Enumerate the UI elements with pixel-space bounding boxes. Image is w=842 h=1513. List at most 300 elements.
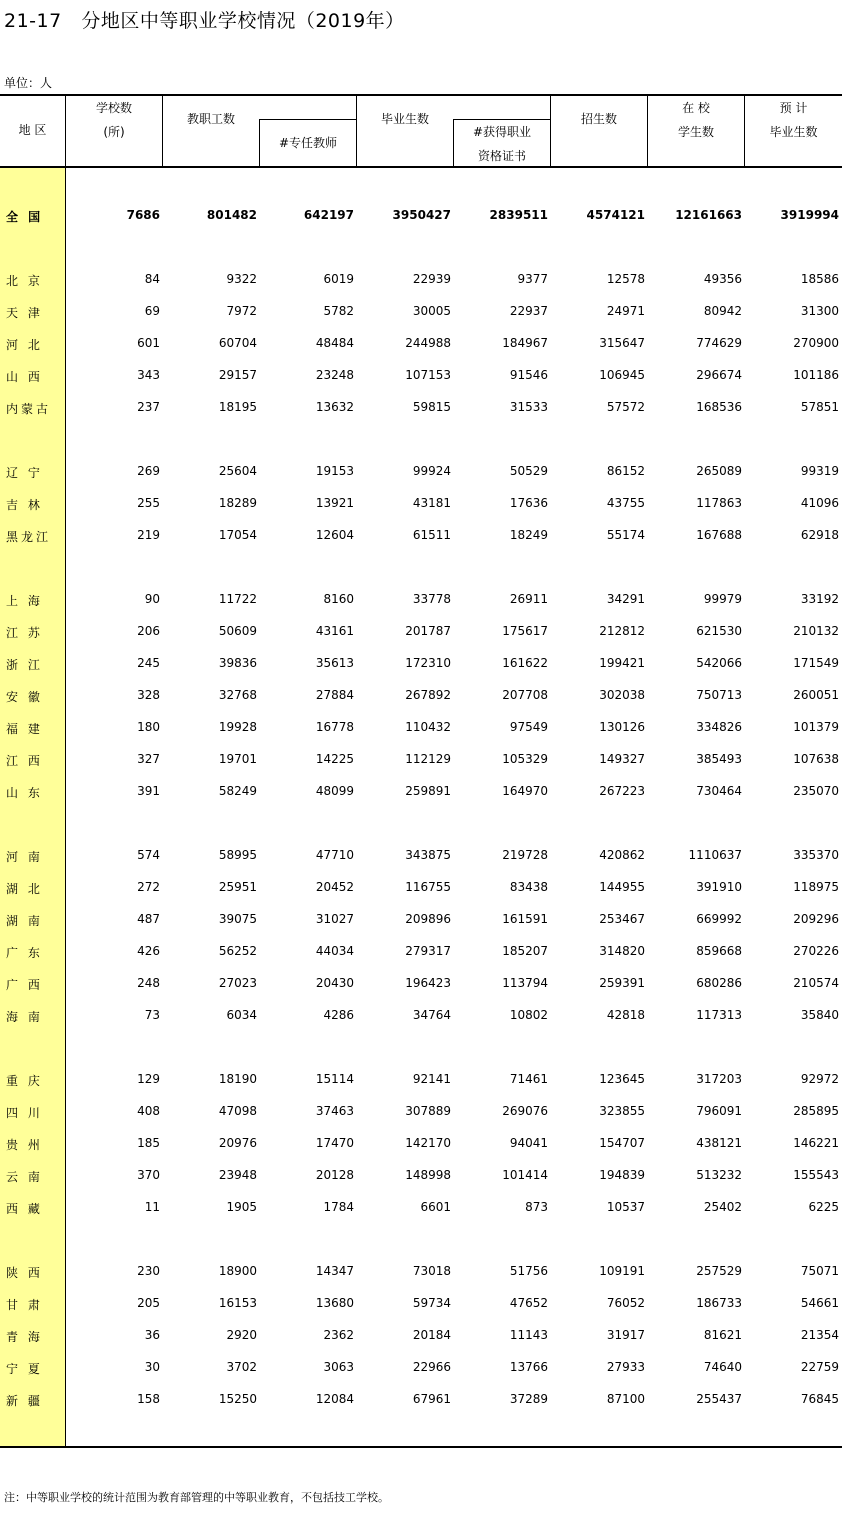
value-cell: 50609 (218, 624, 257, 638)
region-name: 甘 肃 (6, 1298, 43, 1312)
table-row (0, 622, 842, 642)
value-cell: 22937 (509, 304, 548, 318)
value-cell: 144955 (599, 880, 645, 894)
value-cell: 58249 (218, 784, 257, 798)
region-name: 浙 江 (6, 658, 43, 672)
value-cell: 267223 (599, 784, 645, 798)
region-name: 湖 北 (6, 882, 43, 896)
value-cell: 90 (144, 592, 160, 606)
value-cell: 296674 (696, 368, 742, 382)
value-cell: 315647 (599, 336, 645, 350)
value-cell: 438121 (696, 1136, 742, 1150)
value-cell: 270900 (793, 336, 839, 350)
value-cell: 12578 (606, 272, 645, 286)
value-cell: 20430 (315, 976, 354, 990)
value-cell: 107153 (405, 368, 451, 382)
value-cell: 335370 (793, 848, 839, 862)
value-cell: 237 (137, 400, 160, 414)
table-row (0, 1294, 842, 1314)
region-name: 河 南 (6, 850, 43, 864)
value-cell: 25951 (218, 880, 257, 894)
value-cell: 210132 (793, 624, 839, 638)
table-row (0, 846, 842, 866)
value-cell: 14347 (315, 1264, 354, 1278)
value-cell: 101186 (793, 368, 839, 382)
value-cell: 54661 (800, 1296, 839, 1310)
value-cell: 180 (137, 720, 160, 734)
value-cell: 34764 (412, 1008, 451, 1022)
unit-label: 单位：人 (4, 76, 53, 90)
value-cell: 207708 (502, 688, 548, 702)
value-cell: 17636 (509, 496, 548, 510)
value-cell: 48484 (315, 336, 354, 350)
value-cell: 20128 (315, 1168, 354, 1182)
region-name: 广 东 (6, 946, 43, 960)
value-cell: 99924 (412, 464, 451, 478)
value-cell: 164970 (502, 784, 548, 798)
value-cell: 49356 (703, 272, 742, 286)
value-cell: 269 (137, 464, 160, 478)
table-row (0, 718, 842, 738)
value-cell: 219728 (502, 848, 548, 862)
total-row (0, 206, 842, 226)
table-row (0, 462, 842, 482)
value-cell: 370 (137, 1168, 160, 1182)
value-cell: 155543 (793, 1168, 839, 1182)
value-cell: 3063 (323, 1360, 354, 1374)
value-cell: 15114 (315, 1072, 354, 1086)
header-certified: #获得职业 (472, 125, 532, 139)
region-name: 新 疆 (6, 1394, 43, 1408)
value-cell: 92141 (412, 1072, 451, 1086)
value-cell: 18900 (218, 1264, 257, 1278)
region-name: 北 京 (6, 274, 43, 288)
value-cell: 255 (137, 496, 160, 510)
value-cell: 542066 (696, 656, 742, 670)
value-cell: 9377 (517, 272, 548, 286)
value-cell: 30005 (412, 304, 451, 318)
value-cell: 109191 (599, 1264, 645, 1278)
value-cell: 3919994 (780, 208, 839, 222)
value-cell: 35613 (315, 656, 354, 670)
value-cell: 76052 (606, 1296, 645, 1310)
table-row (0, 1006, 842, 1026)
value-cell: 201787 (405, 624, 451, 638)
value-cell: 391 (137, 784, 160, 798)
value-cell: 1784 (323, 1200, 354, 1214)
table-row (0, 1166, 842, 1186)
value-cell: 10802 (509, 1008, 548, 1022)
region-name: 云 南 (6, 1170, 43, 1184)
value-cell: 107638 (793, 752, 839, 766)
value-cell: 112129 (405, 752, 451, 766)
value-cell: 17470 (315, 1136, 354, 1150)
value-cell: 774629 (696, 336, 742, 350)
value-cell: 39836 (218, 656, 257, 670)
table-row (0, 750, 842, 770)
value-cell: 801482 (206, 208, 257, 222)
value-cell: 2920 (226, 1328, 257, 1342)
value-cell: 12084 (315, 1392, 354, 1406)
value-cell: 76845 (800, 1392, 839, 1406)
value-cell: 185207 (502, 944, 548, 958)
table-row (0, 270, 842, 290)
value-cell: 487 (137, 912, 160, 926)
value-cell: 11722 (218, 592, 257, 606)
value-cell: 7686 (126, 208, 160, 222)
region-name: 山 西 (6, 370, 43, 384)
value-cell: 513232 (696, 1168, 742, 1182)
value-cell: 669992 (696, 912, 742, 926)
value-cell: 55174 (606, 528, 645, 542)
table-row (0, 398, 842, 418)
header-enrolled-2: 学生数 (677, 125, 714, 139)
value-cell: 58995 (218, 848, 257, 862)
region-name: 贵 州 (6, 1138, 43, 1152)
value-cell: 1110637 (688, 848, 742, 862)
value-cell: 34291 (606, 592, 645, 606)
value-cell: 10537 (606, 1200, 645, 1214)
value-cell: 118975 (793, 880, 839, 894)
header-schools-unit: (所) (103, 125, 125, 139)
value-cell: 61511 (412, 528, 451, 542)
header-teachers: #专任教师 (278, 136, 338, 150)
value-cell: 408 (137, 1104, 160, 1118)
value-cell: 25604 (218, 464, 257, 478)
value-cell: 57851 (800, 400, 839, 414)
table-row (0, 974, 842, 994)
value-cell: 212812 (599, 624, 645, 638)
header-subrule (259, 119, 356, 120)
value-cell: 210574 (793, 976, 839, 990)
value-cell: 2362 (323, 1328, 354, 1342)
region-name: 重 庆 (6, 1074, 43, 1088)
value-cell: 99979 (703, 592, 742, 606)
region-name: 全 国 (6, 210, 44, 224)
value-cell: 47710 (315, 848, 354, 862)
value-cell: 5782 (323, 304, 354, 318)
value-cell: 86152 (606, 464, 645, 478)
value-cell: 18195 (218, 400, 257, 414)
value-cell: 13766 (509, 1360, 548, 1374)
value-cell: 175617 (502, 624, 548, 638)
value-cell: 51756 (509, 1264, 548, 1278)
value-cell: 12604 (315, 528, 354, 542)
value-cell: 73 (144, 1008, 160, 1022)
value-cell: 206 (137, 624, 160, 638)
value-cell: 161622 (502, 656, 548, 670)
table-bottom-rule (0, 1446, 842, 1448)
value-cell: 317203 (696, 1072, 742, 1086)
header-enrollment: 招生数 (580, 112, 617, 126)
value-cell: 219 (137, 528, 160, 542)
table-row (0, 878, 842, 898)
value-cell: 43181 (412, 496, 451, 510)
region-name: 江 苏 (6, 626, 43, 640)
value-cell: 30 (144, 1360, 160, 1374)
value-cell: 22939 (412, 272, 451, 286)
value-cell: 117313 (696, 1008, 742, 1022)
value-cell: 17054 (218, 528, 257, 542)
table-row (0, 942, 842, 962)
value-cell: 97549 (509, 720, 548, 734)
value-cell: 302038 (599, 688, 645, 702)
table-row (0, 654, 842, 674)
value-cell: 101414 (502, 1168, 548, 1182)
value-cell: 172310 (405, 656, 451, 670)
table-row (0, 1070, 842, 1090)
value-cell: 15250 (218, 1392, 257, 1406)
value-cell: 20976 (218, 1136, 257, 1150)
value-cell: 385493 (696, 752, 742, 766)
table-row (0, 494, 842, 514)
region-name: 青 海 (6, 1330, 43, 1344)
region-name: 湖 南 (6, 914, 43, 928)
value-cell: 113794 (502, 976, 548, 990)
value-cell: 32768 (218, 688, 257, 702)
value-cell: 87100 (606, 1392, 645, 1406)
value-cell: 36 (144, 1328, 160, 1342)
value-cell: 154707 (599, 1136, 645, 1150)
region-divider (65, 96, 66, 1446)
value-cell: 59815 (412, 400, 451, 414)
value-cell: 19701 (218, 752, 257, 766)
value-cell: 270226 (793, 944, 839, 958)
value-cell: 146221 (793, 1136, 839, 1150)
value-cell: 267892 (405, 688, 451, 702)
value-cell: 601 (137, 336, 160, 350)
value-cell: 91546 (509, 368, 548, 382)
value-cell: 29157 (218, 368, 257, 382)
value-cell: 60704 (218, 336, 257, 350)
value-cell: 19928 (218, 720, 257, 734)
value-cell: 185 (137, 1136, 160, 1150)
value-cell: 9322 (226, 272, 257, 286)
value-cell: 47098 (218, 1104, 257, 1118)
value-cell: 39075 (218, 912, 257, 926)
value-cell: 48099 (315, 784, 354, 798)
value-cell: 43755 (606, 496, 645, 510)
value-cell: 168536 (696, 400, 742, 414)
value-cell: 43161 (315, 624, 354, 638)
value-cell: 31917 (606, 1328, 645, 1342)
value-cell: 42818 (606, 1008, 645, 1022)
value-cell: 328 (137, 688, 160, 702)
region-name: 海 南 (6, 1010, 43, 1024)
table-row (0, 686, 842, 706)
region-name: 吉 林 (6, 498, 43, 512)
value-cell: 314820 (599, 944, 645, 958)
value-cell: 44034 (315, 944, 354, 958)
value-cell: 11143 (509, 1328, 548, 1342)
value-cell: 67961 (412, 1392, 451, 1406)
value-cell: 20184 (412, 1328, 451, 1342)
table-row (0, 1326, 842, 1346)
value-cell: 307889 (405, 1104, 451, 1118)
value-cell: 873 (525, 1200, 548, 1214)
value-cell: 84 (144, 272, 160, 286)
value-cell: 6034 (226, 1008, 257, 1022)
value-cell: 149327 (599, 752, 645, 766)
value-cell: 13921 (315, 496, 354, 510)
header-expected: 预 计 (779, 101, 808, 115)
header-certified-2: 资格证书 (477, 149, 526, 163)
value-cell: 2839511 (489, 208, 548, 222)
value-cell: 50529 (509, 464, 548, 478)
value-cell: 16778 (315, 720, 354, 734)
value-cell: 259891 (405, 784, 451, 798)
table-row (0, 1102, 842, 1122)
value-cell: 41096 (800, 496, 839, 510)
value-cell: 259391 (599, 976, 645, 990)
value-cell: 334826 (696, 720, 742, 734)
value-cell: 621530 (696, 624, 742, 638)
value-cell: 244988 (405, 336, 451, 350)
value-cell: 16153 (218, 1296, 257, 1310)
value-cell: 25402 (703, 1200, 742, 1214)
value-cell: 272 (137, 880, 160, 894)
value-cell: 92972 (800, 1072, 839, 1086)
value-cell: 8160 (323, 592, 354, 606)
region-name: 安 徽 (6, 690, 43, 704)
value-cell: 31300 (800, 304, 839, 318)
region-name: 陕 西 (6, 1266, 43, 1280)
value-cell: 27023 (218, 976, 257, 990)
value-cell: 59734 (412, 1296, 451, 1310)
value-cell: 142170 (405, 1136, 451, 1150)
value-cell: 279317 (405, 944, 451, 958)
value-cell: 116755 (405, 880, 451, 894)
value-cell: 574 (137, 848, 160, 862)
region-name: 辽 宁 (6, 466, 43, 480)
value-cell: 23248 (315, 368, 354, 382)
footnote: 注：中等职业学校的统计范围为教育部管理的中等职业教育，不包括技工学校。 (4, 1491, 389, 1504)
value-cell: 3702 (226, 1360, 257, 1374)
region-name: 广 西 (6, 978, 43, 992)
value-cell: 680286 (696, 976, 742, 990)
value-cell: 209896 (405, 912, 451, 926)
value-cell: 730464 (696, 784, 742, 798)
value-cell: 99319 (800, 464, 839, 478)
table-row (0, 334, 842, 354)
value-cell: 106945 (599, 368, 645, 382)
value-cell: 73018 (412, 1264, 451, 1278)
value-cell: 35840 (800, 1008, 839, 1022)
value-cell: 167688 (696, 528, 742, 542)
value-cell: 253467 (599, 912, 645, 926)
header-schools: 学校数 (95, 101, 132, 115)
region-name: 上 海 (6, 594, 43, 608)
value-cell: 260051 (793, 688, 839, 702)
value-cell: 796091 (696, 1104, 742, 1118)
value-cell: 343875 (405, 848, 451, 862)
value-cell: 56252 (218, 944, 257, 958)
region-name: 天 津 (6, 306, 43, 320)
value-cell: 6225 (808, 1200, 839, 1214)
value-cell: 33192 (800, 592, 839, 606)
value-cell: 19153 (315, 464, 354, 478)
value-cell: 1905 (226, 1200, 257, 1214)
value-cell: 4286 (323, 1008, 354, 1022)
value-cell: 18249 (509, 528, 548, 542)
value-cell: 205 (137, 1296, 160, 1310)
table-row (0, 1198, 842, 1218)
value-cell: 171549 (793, 656, 839, 670)
value-cell: 117863 (696, 496, 742, 510)
region-name: 河 北 (6, 338, 43, 352)
region-name: 山 东 (6, 786, 43, 800)
header-bottom-rule (0, 166, 842, 168)
value-cell: 20452 (315, 880, 354, 894)
table-row (0, 1262, 842, 1282)
value-cell: 269076 (502, 1104, 548, 1118)
header-expected-2: 毕业生数 (769, 125, 818, 139)
value-cell: 230 (137, 1264, 160, 1278)
value-cell: 13632 (315, 400, 354, 414)
header-region: 地 区 (18, 123, 47, 137)
value-cell: 123645 (599, 1072, 645, 1086)
table-row (0, 526, 842, 546)
value-cell: 248 (137, 976, 160, 990)
value-cell: 18289 (218, 496, 257, 510)
value-cell: 323855 (599, 1104, 645, 1118)
region-name: 黑龙江 (6, 530, 52, 544)
value-cell: 750713 (696, 688, 742, 702)
value-cell: 129 (137, 1072, 160, 1086)
value-cell: 6019 (323, 272, 354, 286)
value-cell: 265089 (696, 464, 742, 478)
value-cell: 110432 (405, 720, 451, 734)
value-cell: 327 (137, 752, 160, 766)
value-cell: 285895 (793, 1104, 839, 1118)
value-cell: 18586 (800, 272, 839, 286)
value-cell: 184967 (502, 336, 548, 350)
value-cell: 186733 (696, 1296, 742, 1310)
table-row (0, 1390, 842, 1410)
value-cell: 420862 (599, 848, 645, 862)
table-row (0, 590, 842, 610)
value-cell: 7972 (226, 304, 257, 318)
region-name: 西 藏 (6, 1202, 43, 1216)
table-row (0, 366, 842, 386)
value-cell: 12161663 (675, 208, 742, 222)
region-name: 内蒙古 (6, 402, 52, 416)
value-cell: 194839 (599, 1168, 645, 1182)
value-cell: 23948 (218, 1168, 257, 1182)
value-cell: 21354 (800, 1328, 839, 1342)
region-name: 福 建 (6, 722, 43, 736)
value-cell: 859668 (696, 944, 742, 958)
value-cell: 105329 (502, 752, 548, 766)
value-cell: 101379 (793, 720, 839, 734)
value-cell: 26911 (509, 592, 548, 606)
value-cell: 3950427 (392, 208, 451, 222)
value-cell: 255437 (696, 1392, 742, 1406)
value-cell: 75071 (800, 1264, 839, 1278)
value-cell: 22759 (800, 1360, 839, 1374)
value-cell: 161591 (502, 912, 548, 926)
value-cell: 94041 (509, 1136, 548, 1150)
value-cell: 158 (137, 1392, 160, 1406)
value-cell: 71461 (509, 1072, 548, 1086)
value-cell: 148998 (405, 1168, 451, 1182)
value-cell: 13680 (315, 1296, 354, 1310)
value-cell: 24971 (606, 304, 645, 318)
value-cell: 62918 (800, 528, 839, 542)
value-cell: 426 (137, 944, 160, 958)
value-cell: 257529 (696, 1264, 742, 1278)
value-cell: 81621 (703, 1328, 742, 1342)
